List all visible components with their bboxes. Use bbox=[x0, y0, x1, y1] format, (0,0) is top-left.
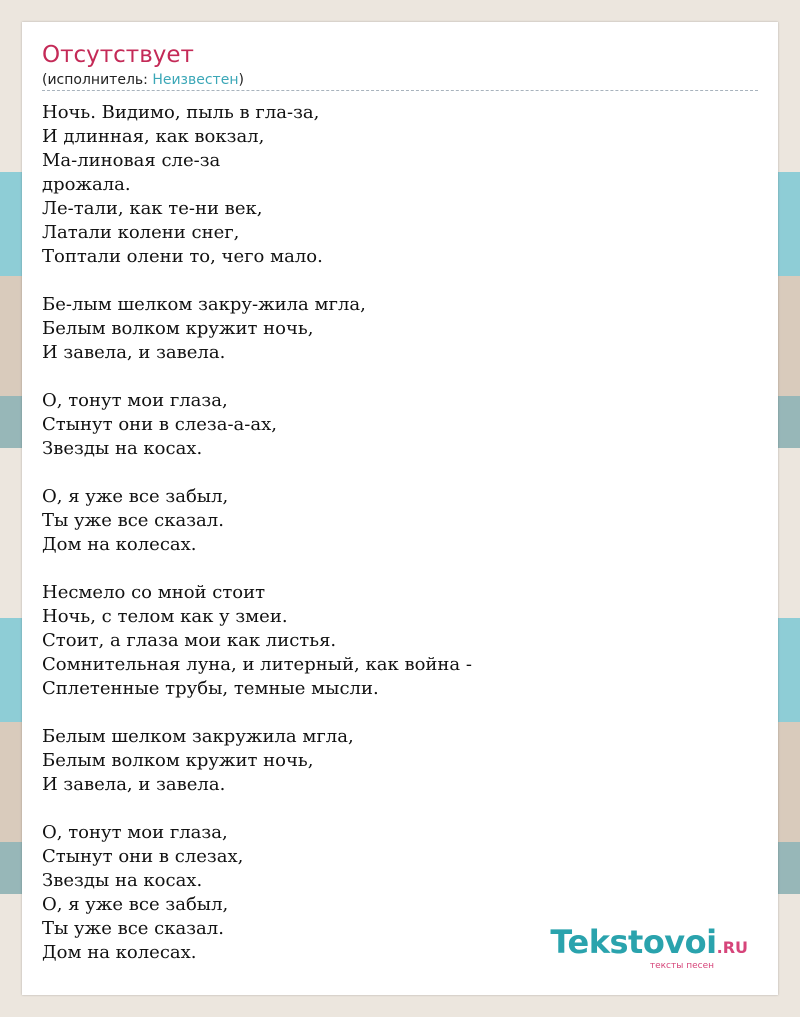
song-title: Отсутствует bbox=[42, 42, 194, 68]
artist-prefix: (исполнитель: bbox=[42, 72, 153, 88]
artist-suffix: ) bbox=[238, 72, 244, 88]
logo-wordmark bbox=[550, 925, 748, 965]
logo-name: Tekstovoi bbox=[550, 923, 717, 961]
logo-tagline: тексты песен bbox=[649, 961, 714, 971]
lyrics-card bbox=[22, 22, 778, 995]
artist-line bbox=[42, 72, 244, 88]
logo-tld: .RU bbox=[716, 938, 748, 957]
artist-link[interactable]: Неизвестен bbox=[152, 72, 239, 88]
lyrics-text: Ночь. Видимо, пыль в гла-за, И длинная, как вокзал, Ма-линовая сле-за дрожала. Ле-тали, как те-ни век, Латали колени снег, Топтали олени то, чего мало. Бе-лым шелком закру-жила мгла, Белым волком кружит ночь, И завела, и завела. О, тонут мои глаза, Стынут они в слеза-а-ах, Звезды на косах. О, я уже все забыл, Ты уже все сказал. Дом на колесах. Несмело со мной стоит Ночь, с телом как у змеи. Стоит, а глаза мои как листья. Сомнительная луна, и литерный, как война - Сплетенные трубы, темные мысли. Белым шелком закружила мгла, Белым волком кружит ночь, И завела, и завела. О, тонут мои глаза, Стынут они в слезах, Звезды на косах. О, я уже все забыл, Ты уже все сказал. Дом на колесах. bbox=[42, 102, 472, 963]
dotted-divider bbox=[42, 90, 758, 91]
site-logo[interactable] bbox=[550, 925, 748, 971]
